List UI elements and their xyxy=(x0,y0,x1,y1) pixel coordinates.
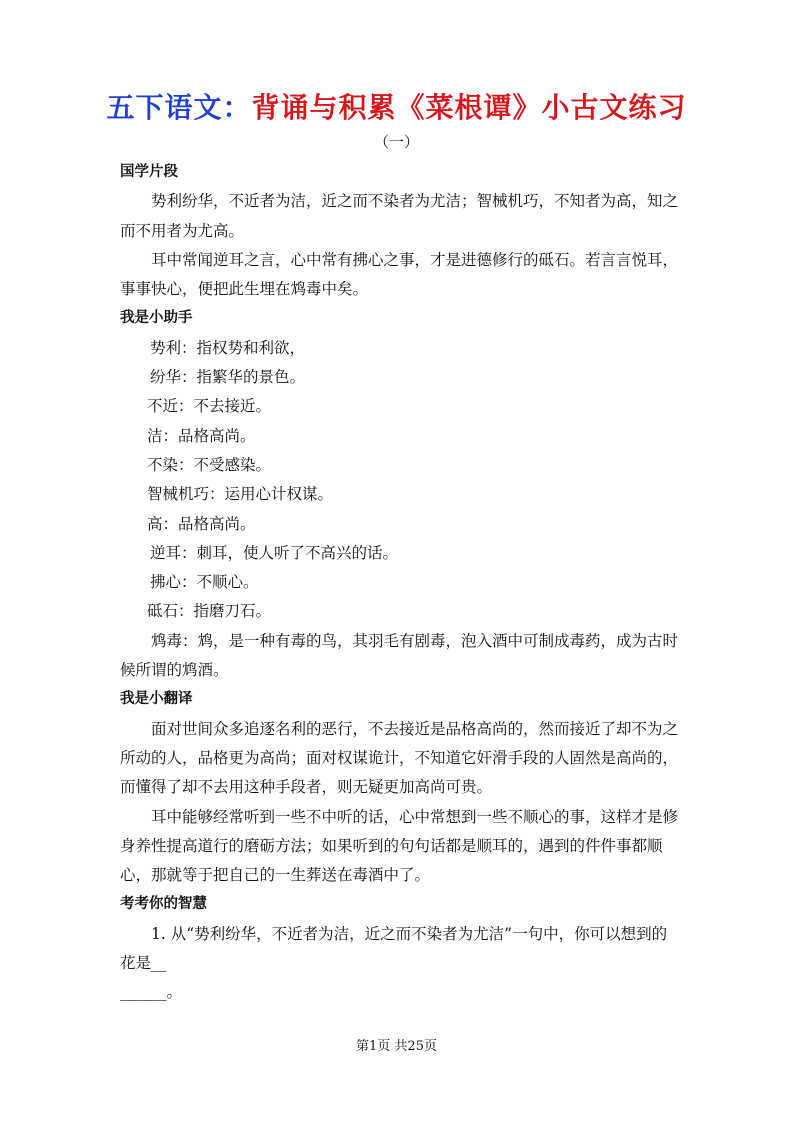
translation-paragraph-2: 耳中能够经常听到一些不中听的话，心中常想到一些不顺心的事，这样才是修身养性提高道行的磨砺方法；如果听到的句句话都是顺耳的，遇到的件件事都顺心，那就等于把自己的一生葬送在毒酒中了。 xyxy=(120,807,679,885)
title-topic: 背诵与积累《菜根谭》小古文练习 xyxy=(251,91,687,124)
definition-item: 智械机巧：运用心计权谋。 xyxy=(147,485,334,504)
translation-paragraph-1: 面对世间众多追逐名利的恶行，不去接近是品格高尚的，然而接近了却不为之所动的人，品格更为高尚；面对权谋诡计，不知道它奸滑手段的人固然是高尚的，而懂得了却不去用这种手段者，则无疑更加高尚可贵。 xyxy=(120,719,679,797)
section-heading-guoxue: 国学片段 xyxy=(120,164,178,180)
document-subtitle: （一） xyxy=(373,133,419,151)
definition-item: 不染：不受感染。 xyxy=(147,455,272,474)
definition-item: 逆耳：刺耳，使人听了不高兴的话。 xyxy=(150,543,399,562)
guoxue-paragraph-1: 势利纷华，不近者为洁，近之而不染者为尤洁；智械机巧，不知者为高，知之而不用者为尤高。 xyxy=(120,192,679,240)
definition-item: 高：品格高尚。 xyxy=(147,514,256,533)
guoxue-paragraph-2: 耳中常闻逆耳之言，心中常有拂心之事，才是进德修行的砥石。若言言悦耳，事事快心，便把此生埋在鸩毒中矣。 xyxy=(120,250,679,299)
definition-item: 势利：指权势和利欲， xyxy=(150,338,306,357)
section-heading-translate: 我是小翻译 xyxy=(120,691,193,708)
document-title xyxy=(0,88,793,128)
definition-item: 纷华：指繁华的景色。 xyxy=(150,368,306,387)
title-grade-subject: 五下语文： xyxy=(106,91,252,124)
definition-item: 砥石：指磨刀石。 xyxy=(147,602,272,621)
definition-item: 不近：不去接近。 xyxy=(147,397,272,416)
definition-item: 鸩毒：鸩，是一种有毒的鸟，其羽毛有剧毒，泡入酒中可制成毒药，成为古时候所谓的鸩酒。 xyxy=(120,631,679,680)
section-heading-helper: 我是小助手 xyxy=(120,310,193,327)
definition-item: 洁：品格高尚。 xyxy=(147,426,256,445)
section-heading-quiz: 考考你的智慧 xyxy=(120,896,207,913)
document-body xyxy=(120,158,680,1008)
quiz-answer-blank: ______。 xyxy=(120,983,183,1002)
quiz-question-1: 1. 从“势利纷华，不近者为洁，近之而不染者为尤洁”一句中，你可以想到的花是__ xyxy=(120,924,668,973)
page-footer: 第1页 共25页 xyxy=(356,1039,437,1054)
definition-item: 拂心：不顺心。 xyxy=(150,573,259,592)
